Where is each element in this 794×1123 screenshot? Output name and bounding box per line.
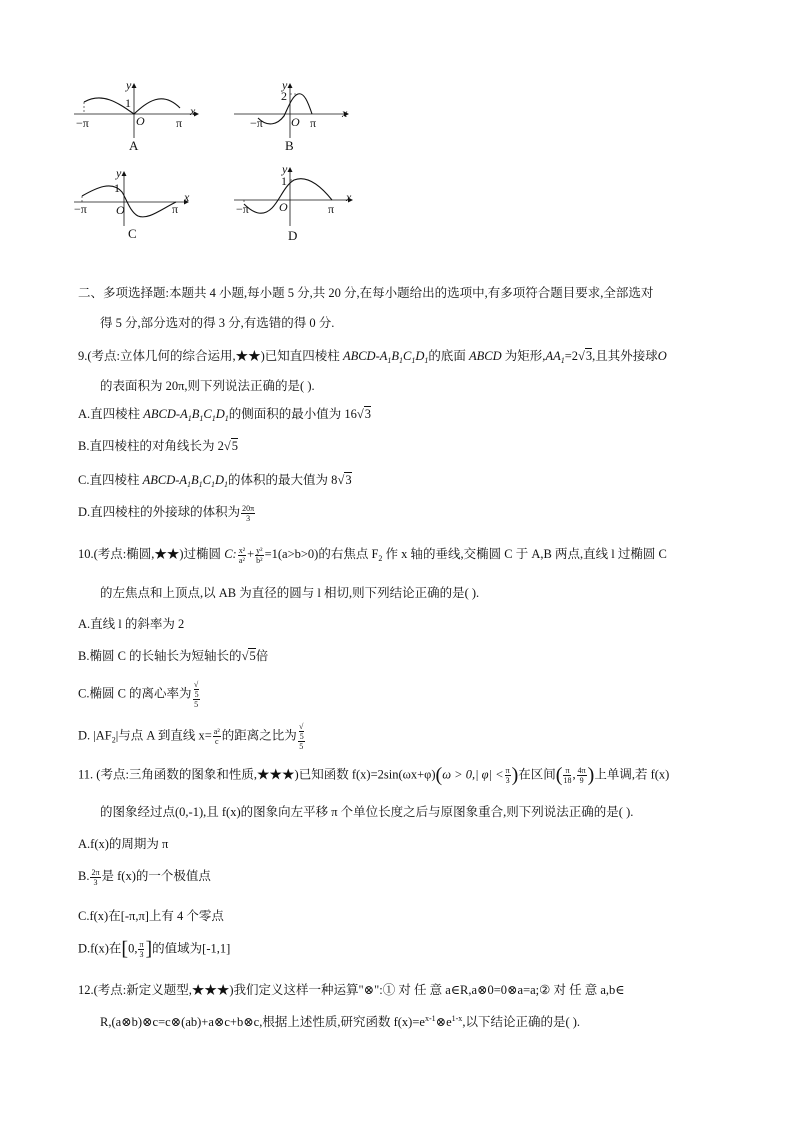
q11-frac-den: 3 bbox=[505, 776, 510, 785]
graph-a-caption: A bbox=[129, 138, 139, 153]
q10-frac-den: a² bbox=[238, 555, 245, 565]
q11-option-d-fraction bbox=[138, 940, 144, 959]
q10-option-b: B.椭圆 C 的长轴长为短轴长的√5倍 bbox=[78, 649, 269, 663]
q11-frac-num: π bbox=[505, 766, 510, 775]
q11-stem-part: 在区间 bbox=[518, 767, 556, 782]
q11-stem-line1: 11. (考点:三角函数的图象和性质,★★★)已知函数 f(x)=2sin(ωx+φ)(ω > 0,| φ| < $\frac{\pi}{3}$ )在区间( $\frac{\pi}{18}$ , $\frac{4\pi}{9}$ )上单调,若 f(x) bbox=[78, 764, 670, 786]
q9-option-c-text: C.直四棱柱 bbox=[78, 473, 143, 487]
q9-sqrt3: 3 bbox=[585, 349, 593, 363]
q9-stem-part: 为矩形, bbox=[501, 349, 546, 363]
q10-stem-line1: 10.(考点:椭圆,★★)过椭圆 C: $\frac{\text{x²}}{\text{a²}}$ + $\frac{\text{y²}}{\text{b²}}$ =1(a>b>0)的右焦点 $F_2$ 作 x 轴的垂线,交椭圆 C 于 A,B 两点,直线 l 过椭圆 C bbox=[78, 545, 667, 565]
graph-c-pos-pi: π bbox=[172, 202, 179, 216]
q10-frac-den: 5 bbox=[299, 742, 304, 751]
q9-option-d-text: D.直四棱柱的外接球的体积为 bbox=[78, 505, 241, 519]
q11-option-d-text: D.f(x)在 bbox=[78, 941, 122, 956]
q10-option-d-frac2 bbox=[298, 722, 305, 751]
graph-a-origin: O bbox=[136, 114, 145, 128]
q9-sqrt3: 3 bbox=[345, 473, 352, 487]
graph-b-neg-pi: −π bbox=[250, 116, 263, 130]
q10-frac-x bbox=[238, 546, 246, 565]
graph-d-y-label: y bbox=[282, 162, 288, 176]
q9-stem-part: =2 bbox=[564, 349, 579, 363]
graph-c-x-label: x bbox=[184, 190, 190, 204]
q9-option-a-text2: 的侧面积的最小值为 16 bbox=[228, 407, 357, 421]
q9-frac-den: 3 bbox=[246, 513, 251, 523]
q11-frac-den: 18 bbox=[563, 776, 572, 785]
graph-d-plot bbox=[232, 162, 362, 228]
q10-frac-num: x² bbox=[238, 545, 246, 555]
graph-b-tick: 2 bbox=[281, 89, 287, 103]
q10-option-d-text3: 的距离之比为 bbox=[221, 728, 297, 743]
q10-stem-part: 10.(考点:椭圆,★★)过椭圆 bbox=[78, 547, 225, 561]
q9-sqrt3: 3 bbox=[364, 407, 371, 421]
q9-stem-line2: 的表面积为 20π,则下列说法正确的是( ). bbox=[100, 379, 315, 393]
q12-sup1: x-1 bbox=[424, 1013, 436, 1023]
q9-option-a-text: A.直四棱柱 bbox=[78, 407, 144, 421]
q10-sqrt5: 5 bbox=[249, 649, 256, 663]
q11-option-d-interval: 0, bbox=[128, 941, 138, 956]
q12-stem-part: ,以下结论正确的是( ). bbox=[462, 1015, 581, 1029]
q10-option-c-fraction bbox=[193, 680, 200, 709]
graph-c-y-label: y bbox=[116, 166, 122, 180]
q10-option-d-text: D. |AF bbox=[78, 728, 112, 743]
q10-option-b-text: B.椭圆 C 的长轴长为短轴长的 bbox=[78, 649, 242, 663]
q11-frac-a bbox=[563, 766, 571, 785]
q9-option-b-text: B.直四棱柱的对角线长为 2 bbox=[78, 439, 224, 453]
section2-line2: 得 5 分,部分选对的得 3 分,有选错的得 0 分. bbox=[100, 316, 335, 330]
q11-option-a: A.f(x)的周期为 π bbox=[78, 837, 169, 851]
q9-aa1-text: AA bbox=[545, 349, 561, 363]
q12-circle-2: ② bbox=[539, 983, 551, 997]
graph-a-pos-pi: π bbox=[176, 116, 183, 130]
graph-b-caption: B bbox=[285, 138, 294, 153]
graph-d-tick: 1 bbox=[281, 174, 287, 188]
q10-frac-y bbox=[255, 546, 263, 565]
q11-condition: ω > 0,| φ| < bbox=[442, 767, 504, 782]
q11-option-d: D.f(x)在[0, $\frac{\pi}{3}$ ]的值域为[-1,1] bbox=[78, 938, 231, 960]
q10-c: C: bbox=[224, 547, 237, 561]
graph-d-origin: O bbox=[279, 200, 288, 214]
q11-frac-b bbox=[577, 766, 587, 785]
q12-stem-part: 对 任 意 a,b∈ bbox=[550, 983, 625, 997]
graph-c-neg-pi: −π bbox=[74, 202, 87, 216]
graph-c-origin: O bbox=[116, 203, 125, 217]
q10-sqrt5: 5 bbox=[299, 732, 304, 741]
q9-option-d-fraction bbox=[241, 504, 255, 523]
q12-stem-line2 bbox=[100, 1012, 580, 1030]
q12-stem-part: 12.(考点:新定义题型,★★★)我们定义这样一种运算"⊗": bbox=[78, 983, 383, 997]
section2-line1: 二、多项选择题:本题共 4 小题,每小题 5 分,共 20 分,在每小题给出的选项中,有多项符合题目要求,全部选对 bbox=[78, 286, 654, 300]
q12-sup2: 1-x bbox=[451, 1013, 463, 1023]
q10-stem-line2: 的左焦点和上顶点,以 AB 为直径的圆与 l 相切,则下列结论正确的是( ). bbox=[100, 586, 480, 600]
q11-option-b-fraction bbox=[90, 868, 100, 887]
graph-c bbox=[72, 168, 202, 243]
q10-option-c-text: C.椭圆 C 的离心率为 bbox=[78, 686, 192, 701]
q10-option-d-frac1 bbox=[213, 727, 221, 746]
q10-stem-part: 作 x 轴的垂线,交椭圆 C 于 A,B 两点,直线 l 过椭圆 C bbox=[382, 547, 667, 561]
graph-b bbox=[232, 80, 362, 155]
q9-prism: ABCD-$A_1B_1C_1D_1$ bbox=[143, 407, 229, 423]
graph-d-pos-pi: π bbox=[328, 202, 335, 216]
graph-d bbox=[232, 162, 362, 242]
q11-frac-den: 3 bbox=[139, 950, 144, 959]
q11-option-c: C.f(x)在[-π,π]上有 4 个零点 bbox=[78, 909, 224, 923]
q11-stem-part: 11. (考点:三角函数的图象和性质,★★★)已知函数 f(x)=2sin(ωx+φ) bbox=[78, 767, 436, 782]
q9-prism: ABCD-$A_1B_1C_1D_1$ bbox=[342, 349, 429, 365]
q11-option-b-prefix: B. bbox=[78, 869, 90, 883]
q9-option-a: A.直四棱柱 ABCD-$A_1B_1C_1D_1$的侧面积的最小值为 16√3 bbox=[78, 407, 371, 423]
q9-option-c-text2: 的体积的最大值为 8 bbox=[228, 473, 338, 487]
graph-a bbox=[72, 80, 202, 155]
graph-a-plot bbox=[72, 80, 202, 140]
graph-b-x-label: x bbox=[342, 106, 348, 120]
graph-b-y-label: y bbox=[282, 78, 288, 92]
graph-c-plot bbox=[72, 168, 202, 228]
q11-frac-num: 2π bbox=[91, 867, 100, 877]
graph-c-tick: 1 bbox=[114, 181, 120, 195]
q12-circle-1: ① bbox=[382, 983, 396, 997]
q10-stem-part: =1(a>b>0)的右焦点 F bbox=[264, 547, 379, 561]
graph-a-tick: 1 bbox=[125, 96, 131, 110]
graph-c-caption: C bbox=[128, 226, 137, 241]
q11-frac-den: 3 bbox=[93, 877, 98, 887]
q11-frac-num: π bbox=[139, 940, 144, 949]
q10-frac-den: b² bbox=[256, 555, 263, 565]
q10-frac-num: y² bbox=[256, 545, 263, 555]
q11-frac-pi3 bbox=[505, 766, 511, 785]
q10-frac-num: a² bbox=[213, 727, 220, 736]
q9-stem-part: ,且其外接球 bbox=[592, 349, 658, 363]
q12-stem-line1 bbox=[78, 980, 625, 998]
q10-option-b-text2: 倍 bbox=[255, 649, 269, 663]
q10-sqrt5: 5 bbox=[194, 690, 199, 699]
q10-option-d-text2: |与点 A 到直线 x= bbox=[115, 728, 212, 743]
q11-option-d-text2: 的值域为[-1,1] bbox=[152, 941, 231, 956]
q9-prism: ABCD-$A_1B_1C_1D_1$ bbox=[142, 473, 229, 489]
q11-frac-den: 9 bbox=[579, 776, 584, 785]
q9-prism-text: ABCD-A bbox=[342, 349, 388, 363]
graph-b-origin: O bbox=[291, 115, 300, 129]
q11-stem-part: 上单调,若 f(x) bbox=[594, 767, 670, 782]
q12-stem-part: R,(a⊗b)⊗c=c⊗(ab)+a⊗c+b⊗c,根据上述性质,研究函数 f(x)=e bbox=[100, 1015, 425, 1029]
q11-frac-num: 4π bbox=[577, 766, 586, 775]
q9-option-b: B.直四棱柱的对角线长为 2√5 bbox=[78, 439, 238, 453]
q10-option-c bbox=[78, 680, 201, 709]
q11-option-b-text: 是 f(x)的一个极值点 bbox=[101, 869, 211, 883]
q9-option-d bbox=[78, 502, 256, 523]
graph-d-caption: D bbox=[288, 228, 298, 243]
graph-a-x-label: x bbox=[190, 104, 196, 118]
q9-stem-part: 9.(考点:立体几何的综合运用,★★)已知直四棱柱 bbox=[78, 349, 343, 363]
q9-stem-line1: 9.(考点:立体几何的综合运用,★★)已知直四棱柱 ABCD-$A_1B_1C_1D_1$的底面 ABCD 为矩形$,AA_1=2√3$,且其外接球O bbox=[78, 349, 667, 365]
q10-frac-num: √ 5 bbox=[193, 680, 199, 699]
q11-option-b bbox=[78, 866, 211, 887]
q9-base: ABCD bbox=[469, 349, 502, 363]
q10-frac-den: c bbox=[214, 737, 219, 746]
graph-a-y-label: y bbox=[126, 78, 132, 92]
q12-stem-part: ⊗e bbox=[435, 1015, 452, 1029]
q9-frac-num: 20π bbox=[242, 503, 255, 513]
q9-stem-part: 的底面 bbox=[428, 349, 470, 363]
q10-option-d: D. $|AF_2|$与点 A 到直线 x= $\frac{\text{a²}}{c}$ 的距离之比为 √ 5 5 bbox=[78, 722, 304, 751]
q10-option-a: A.直线 l 的斜率为 2 bbox=[78, 617, 185, 631]
q9-option-c: C.直四棱柱 ABCD-$A_1B_1C_1D_1$的体积的最大值为 8√3 bbox=[78, 473, 352, 489]
q9-sqrt5: 5 bbox=[231, 439, 238, 453]
graph-d-neg-pi: −π bbox=[236, 202, 249, 216]
q10-frac-num: √ 5 bbox=[299, 722, 304, 741]
q12-stem-part: 对 任 意 a∈R,a⊗0=0⊗a=a; bbox=[395, 983, 540, 997]
q11-frac-num: π bbox=[565, 766, 570, 775]
q9-o: O bbox=[657, 349, 667, 363]
graph-d-x-label: x bbox=[346, 190, 352, 204]
q9-aa1: $AA_1$ bbox=[545, 349, 565, 365]
graph-b-pos-pi: π bbox=[310, 116, 317, 130]
graph-a-neg-pi: −π bbox=[76, 116, 89, 130]
q10-frac-den: 5 bbox=[194, 700, 199, 709]
q11-stem-line2: 的图象经过点(0,-1),且 f(x)的图象向左平移 π 个单位长度之后与原图象重合,则下列说法正确的是( ). bbox=[100, 805, 634, 819]
